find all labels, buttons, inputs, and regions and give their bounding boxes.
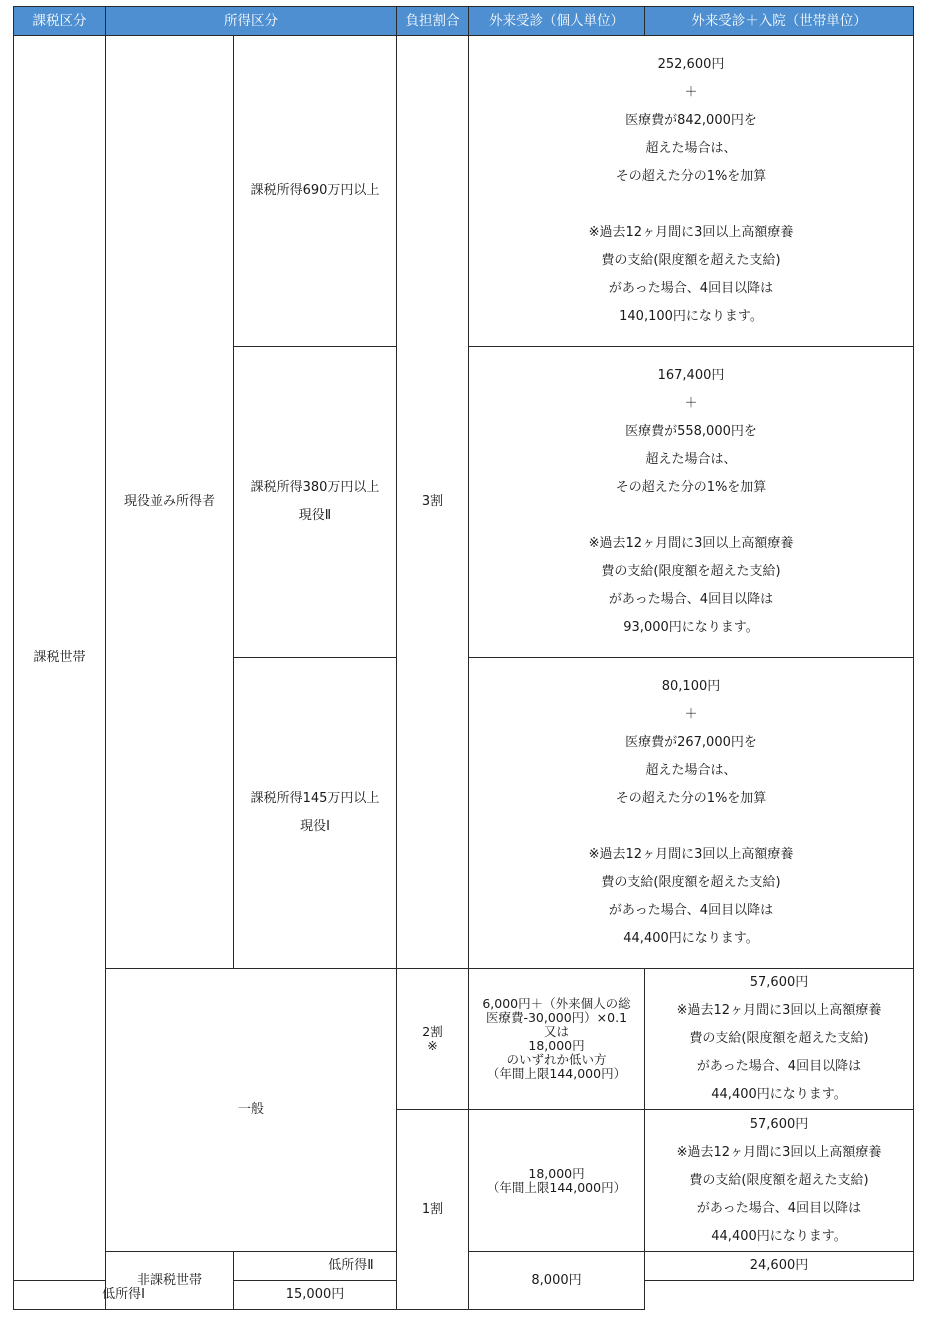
low-income-1-combined: 15,000円: [234, 1281, 397, 1310]
nontaxable-outpatient: 8,000円: [469, 1252, 645, 1310]
table-row: [14, 1252, 914, 1281]
tier-3-fee: 80,100円 ＋ 医療費が267,000円を 超えた場合は、 その超えた分の1%を加算 ※過去12ヶ月間に3回以上高額療養 費の支給(限度額を超えた支給) があった場合、4回目以降は 44,400円になります。: [469, 658, 914, 969]
tier-2-fee: 167,400円 ＋ 医療費が558,000円を 超えた場合は、 その超えた分の1%を加算 ※過去12ヶ月間に3回以上高額療養 費の支給(限度額を超えた支給) があった場合、4回目以降は 93,000円になります。: [469, 347, 914, 658]
burden-1wari: 1割: [397, 1110, 469, 1310]
income-tier-1: 課税所得690万円以上: [234, 36, 397, 347]
header-combined: 外来受診＋入院（世帯単位）: [645, 7, 914, 36]
tax-class-nontaxable: 非課税世帯: [106, 1252, 234, 1310]
income-tier-2: 課税所得380万円以上 現役Ⅱ: [234, 347, 397, 658]
general-income-label: 一般: [106, 969, 397, 1252]
table-row: [14, 36, 914, 347]
general-2wari-outpatient: 6,000円＋（外来個人の総 医療費-30,000円）×0.1 又は 18,000円 のいずれか低い方 （年間上限144,000円）: [469, 969, 645, 1110]
burden-2wari: 2割 ※: [397, 969, 469, 1110]
header-outpatient: 外来受診（個人単位）: [469, 7, 645, 36]
general-1wari-combined: 57,600円 ※過去12ヶ月間に3回以上高額療養 費の支給(限度額を超えた支給) があった場合、4回目以降は 44,400円になります。: [645, 1110, 914, 1252]
table-row: [14, 969, 914, 1110]
tier-1-fee: 252,600円 ＋ 医療費が842,000円を 超えた場合は、 その超えた分の1%を加算 ※過去12ヶ月間に3回以上高額療養 費の支給(限度額を超えた支給) があった場合、4回目以降は 140,100円になります。: [469, 36, 914, 347]
high-cost-medical-fee-table: [13, 6, 914, 1310]
low-income-2-combined: 24,600円: [645, 1252, 914, 1281]
header-income-class: 所得区分: [106, 7, 397, 36]
tax-class-taxable: 課税世帯: [14, 36, 106, 1281]
header-tax-class: 課税区分: [14, 7, 106, 36]
low-income-2-label: 低所得Ⅱ: [234, 1252, 469, 1281]
active-income-label: 現役並み所得者: [106, 36, 234, 969]
header-burden: 負担割合: [397, 7, 469, 36]
low-income-1-label: 低所得Ⅰ: [14, 1281, 234, 1310]
income-tier-3: 課税所得145万円以上 現役Ⅰ: [234, 658, 397, 969]
general-2wari-combined: 57,600円 ※過去12ヶ月間に3回以上高額療養 費の支給(限度額を超えた支給) があった場合、4回目以降は 44,400円になります。: [645, 969, 914, 1110]
burden-3wari: 3割: [397, 36, 469, 969]
general-1wari-outpatient: 18,000円 （年間上限144,000円）: [469, 1110, 645, 1252]
header-row: [14, 7, 914, 36]
